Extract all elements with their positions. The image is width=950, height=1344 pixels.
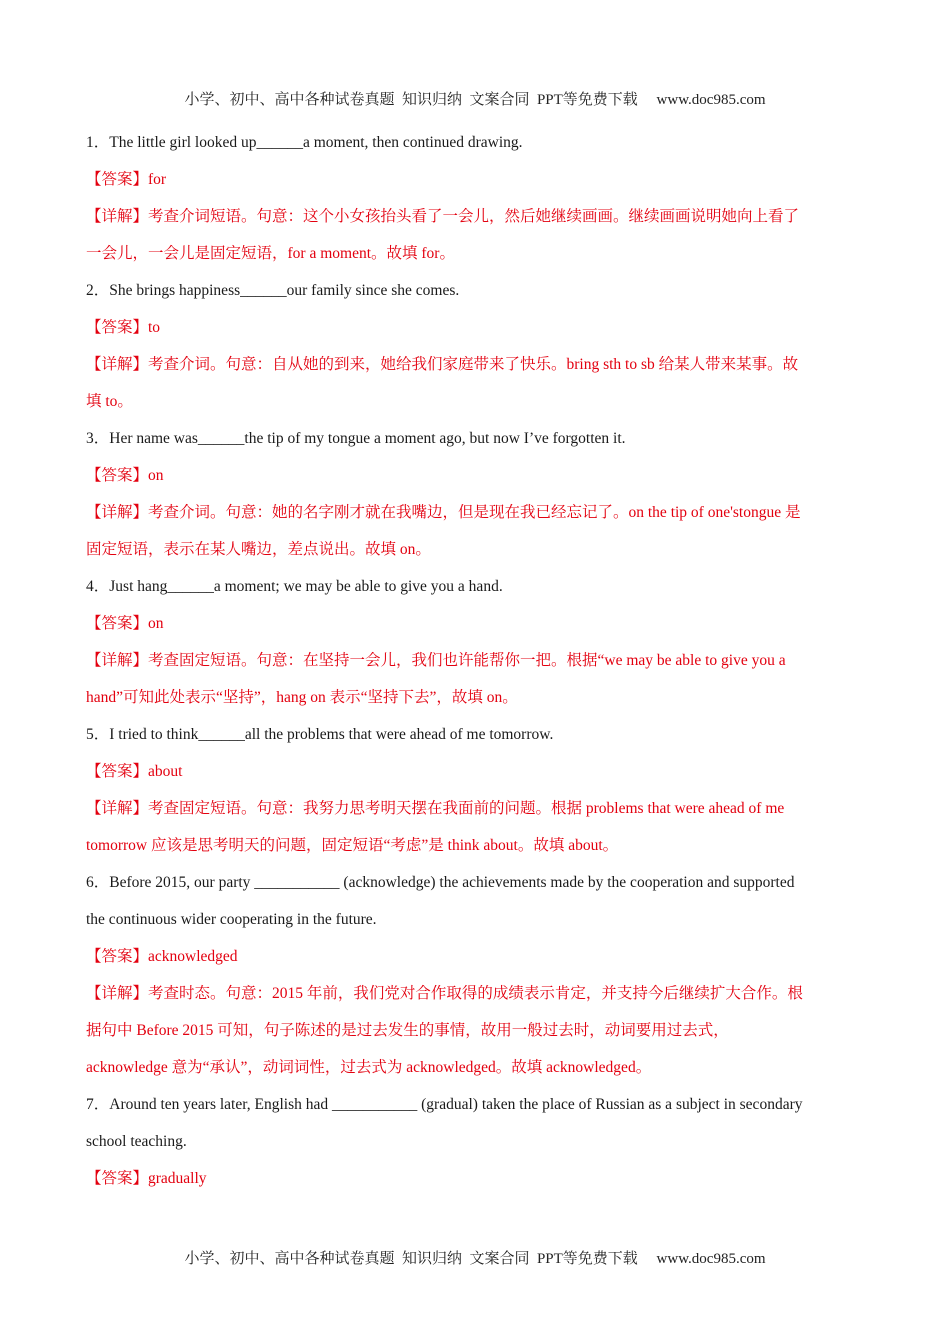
explanation-5-line-2: tomorrow 应该是思考明天的问题，固定短语“考虑”是 think about。故填 about。 xyxy=(86,837,619,854)
question-7: 7．Around ten years later, English had ___________ (gradual) taken the place of Russian as a subject in secondary xyxy=(86,1096,803,1113)
answer-3: 【答案】on xyxy=(86,467,164,484)
explanation-2-line-2: 填 to。 xyxy=(86,393,133,410)
explanation-6-line-2: 据句中 Before 2015 可知，句子陈述的是过去发生的事情，故用一般过去时，动词要用过去式， xyxy=(86,1022,729,1039)
question-2: 2．She brings happiness______our family since she comes. xyxy=(86,282,460,299)
question-6: 6．Before 2015, our party ___________ (acknowledge) the achievements made by the cooperation and supported xyxy=(86,874,795,891)
explanation-6-line-3: acknowledge 意为“承认”，动词词性，过去式为 acknowledged。故填 acknowledged。 xyxy=(86,1059,652,1076)
question-5: 5．I tried to think______all the problems that were ahead of me tomorrow. xyxy=(86,726,554,743)
page-header: 小学、初中、高中各种试卷真题 知识归纳 文案合同 PPT等免费下载 www.doc985.com xyxy=(184,92,766,108)
question-3: 3．Her name was______the tip of my tongue a moment ago, but now I’ve forgotten it. xyxy=(86,430,626,447)
explanation-4-line-1: 【详解】考查固定短语。句意：在坚持一会儿，我们也许能帮你一把。根据“we may be able to give you a xyxy=(86,652,786,669)
question-7-continued: school teaching. xyxy=(86,1133,187,1150)
explanation-1-line-2: 一会儿，一会儿是固定短语，for a moment。故填 for。 xyxy=(86,245,455,262)
question-1: 1．The little girl looked up______a moment, then continued drawing. xyxy=(86,134,523,151)
answer-5: 【答案】about xyxy=(86,763,183,780)
explanation-6-line-1: 【详解】考查时态。句意：2015 年前，我们党对合作取得的成绩表示肯定，并支持今后继续扩大合作。根 xyxy=(86,985,803,1002)
explanation-3-line-1: 【详解】考查介词。句意：她的名字刚才就在我嘴边，但是现在我已经忘记了。on the tip of one'stongue 是 xyxy=(86,504,801,521)
answer-6: 【答案】acknowledged xyxy=(86,948,238,965)
answer-7: 【答案】gradually xyxy=(86,1170,207,1187)
question-4: 4．Just hang______a moment; we may be able to give you a hand. xyxy=(86,578,503,595)
explanation-5-line-1: 【详解】考查固定短语。句意：我努力思考明天摆在我面前的问题。根据 problems that were ahead of me xyxy=(86,800,785,817)
page-footer: 小学、初中、高中各种试卷真题 知识归纳 文案合同 PPT等免费下载 www.doc985.com xyxy=(184,1251,766,1267)
question-list xyxy=(86,124,862,1197)
explanation-2-line-1: 【详解】考查介词。句意：自从她的到来，她给我们家庭带来了快乐。bring sth to sb 给某人带来某事。故 xyxy=(86,356,799,373)
answer-1: 【答案】for xyxy=(86,171,167,188)
explanation-1-line-1: 【详解】考查介词短语。句意：这个小女孩抬头看了一会儿，然后她继续画画。继续画画说明她向上看了 xyxy=(86,208,800,225)
explanation-3-line-2: 固定短语，表示在某人嘴边，差点说出。故填 on。 xyxy=(86,541,431,558)
answer-2: 【答案】to xyxy=(86,319,161,336)
answer-4: 【答案】on xyxy=(86,615,164,632)
question-6-continued: the continuous wider cooperating in the future. xyxy=(86,911,377,928)
explanation-4-line-2: hand”可知此处表示“坚持”，hang on 表示“坚持下去”，故填 on。 xyxy=(86,689,518,706)
